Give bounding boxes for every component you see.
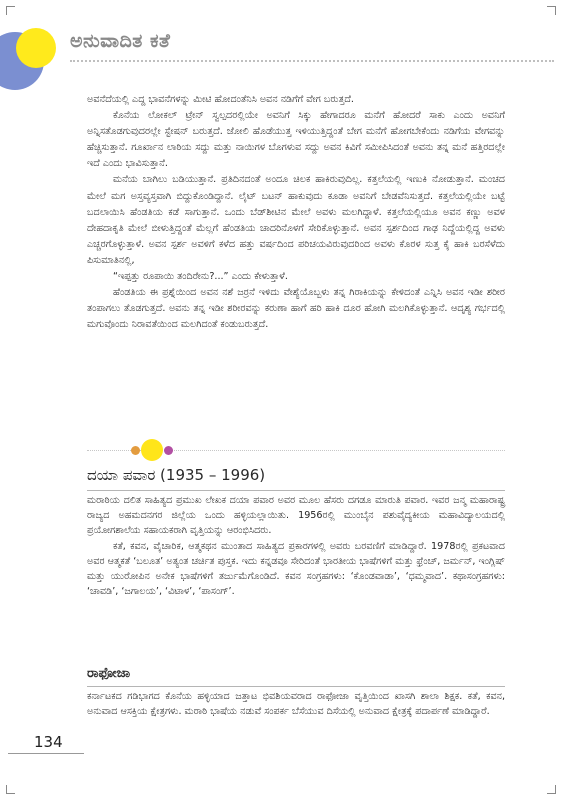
story-paragraph: ಕೊನೆಯ ಲೋಕಲ್ ಟ್ರೇನ್ ಸ್ವಲ್ಪದರಲ್ಲಿಯೇ ಅವನಿಗೆ ಸಿಕ್ಕು ಹೇಗಾದರೂ ಮನೆಗೆ ಹೋದರೆ ಸಾಕು ಎಂದು ಅವನಿಗೆ ಅನ್ನಿಸತೊಡಗುವುದರಲ್ಲೇ ಸ್ಟೇಷನ್ ಬರುತ್ತದೆ. ಜೋಲಿ ಹೊಡೆಯುತ್ತ ಇಳಿಯುತ್ತಿದ್ದಂತೆ ಬೇಗ ಮನೆಗೆ ಹೋಗಬೇಕೆಂದು ನಡಿಗೆಯ ವೇಗವನ್ನು ಹೆಚ್ಚಿಸುತ್ತಾನೆ. ಗೂರ್ಖಾನ ಲಾಠಿಯ ಸದ್ದು ಮತ್ತು ನಾಯಿಗಳ ಬೊಗಳುವ ಸದ್ದು ಅವನ ಕಿವಿಗೆ ಸಮೀಪಿಸಿದಂತೆ ಅವನು ತನ್ನ ಮನೆ ಹತ್ತಿರದಲ್ಲೇ ಇದೆ ಎಂದು ಭಾವಿಸುತ್ತಾನೆ. bbox=[87, 110, 505, 170]
story-body bbox=[87, 92, 505, 333]
header-dotted-rule bbox=[70, 60, 554, 62]
crop-mark-top-right bbox=[547, 6, 556, 15]
translator-heading-rule bbox=[87, 686, 505, 687]
page-number-rule bbox=[8, 753, 84, 754]
divider-orange-dot bbox=[131, 446, 140, 455]
decorative-yellow-circle bbox=[16, 28, 56, 68]
translator-bio bbox=[87, 689, 505, 719]
crop-mark-top-left bbox=[6, 6, 15, 15]
page-number: 134 bbox=[34, 733, 63, 751]
page-header-title: ಅನುವಾದಿತ ಕತೆ bbox=[70, 30, 171, 52]
translator-bio-paragraph: ಕರ್ನಾಟಕದ ಗಡಿಭಾಗದ ಕೊನೆಯ ಹಳ್ಳಿಯಾದ ಜತ್ತಾಟ ಭಿವಶಿಯವರಾದ ರಾಫೋಜಾ ವೃತ್ತಿಯಿಂದ ಖಾಸಗಿ ಶಾಲಾ ಶಿಕ್ಷಕ. ಕತೆ, ಕವನ, ಅನುವಾದ ಆಸಕ್ತಿಯ ಕ್ಷೇತ್ರಗಳು. ಮರಾಠಿ ಭಾಷೆಯ ನಡುವೆ ಸಂಪರ್ಕ ಬೆಸೆಯುವ ದಿಸೆಯಲ್ಲಿ ಅನುವಾದ ಕ್ಷೇತ್ರಕ್ಕೆ ಪದಾರ್ಪಣೆ ಮಾಡಿದ್ದಾರೆ. bbox=[87, 691, 505, 718]
story-paragraph: ಮನೆಯ ಬಾಗಿಲು ಬಡಿಯುತ್ತಾನೆ. ಪ್ರತಿದಿನದಂತೆ ಅಂದೂ ಚಿಲಕ ಹಾಕಿರುವುದಿಲ್ಲ. ಕತ್ತಲೆಯಲ್ಲಿ ಇಣುಕಿ ನೋಡುತ್ತಾನೆ. ಮಂಚದ ಮೇಲೆ ಮಗ ಅಸ್ತವ್ಯಸ್ತವಾಗಿ ಬಿದ್ದುಕೊಂಡಿದ್ದಾನೆ. ಲೈಟ್ ಬಟನ್ ಹಾಕುವುದು ಕೂಡಾ ಅವನಿಗೆ ಬೇಡವೆನಿಸುತ್ತದೆ. ಕತ್ತಲೆಯಲ್ಲಿಯೇ ಬಟ್ಟೆ ಬದಲಾಯಿಸಿ ಹೆಂಡತಿಯ ಕಡೆ ಸಾಗುತ್ತಾನೆ. ಒಂದು ಬೆಡ್‌ಶೀಟಿನ ಮೇಲೆ ಅವಳು ಮಲಗಿದ್ದಾಳೆ. ಕತ್ತಲೆಯಲ್ಲಿಯೂ ಅವನ ಕಣ್ಣು ಅವಳ ದೇಹದಾಕೃತಿ ಮೇಲೆ ಬೀಳುತ್ತಿದ್ದಂತೆ ಮೆಲ್ಲಗೆ ಹೆಂಡತಿಯ ಚಾದರಿನೊಳಗೆ ಸೇರಿಕೊಳ್ಳುತ್ತಾನೆ. ಅವನ ಸ್ಪರ್ಶದಿಂದ ಗಾಢ ನಿದ್ದೆಯಲ್ಲಿದ್ದ ಅವಳು ಎಚ್ಚರಗೊಳ್ಳುತ್ತಾಳೆ. ಅವನ ಸ್ಪರ್ಶ ಅವಳಿಗೆ ಕಳೆದ ಹತ್ತು ವರ್ಷದಿಂದ ಪರಿಚಯವಿರುವುದರಿಂದ ಅವಳು ಕೊರಳ ಸುತ್ತ ಕೈ ಹಾಕಿ ಬರಸೆಳೆದು ಪಿಸುಮಾತಿನಲ್ಲಿ, bbox=[87, 174, 505, 266]
author-bio bbox=[87, 493, 505, 599]
translator-heading: ರಾಫೋಜಾ bbox=[87, 666, 131, 681]
crop-mark-bottom-left bbox=[6, 785, 15, 794]
story-paragraph: “ಇಪ್ಪತ್ತು ರೂಪಾಯಿ ತಂದಿರೇನು?...” ಎಂದು ಕೇಳುತ್ತಾಳೆ. bbox=[113, 271, 288, 283]
author-heading: ದಯಾ ಪವಾರ (1935 – 1996) bbox=[87, 466, 266, 484]
story-paragraph: ಅವನೆದೆಯಲ್ಲಿ ಎದ್ದ ಭಾವನೆಗಳನ್ನು ಮೀಟಿ ಹೋದಂತೆನಿಸಿ ಅವನ ನಡಿಗೆಗೆ ವೇಗ ಬರುತ್ತದೆ. bbox=[87, 94, 354, 105]
author-heading-rule bbox=[87, 490, 505, 491]
divider-purple-dot bbox=[164, 446, 173, 455]
story-paragraph: ಹೆಂಡತಿಯ ಈ ಪ್ರಶ್ನೆಯಿಂದ ಅವನ ನಶೆ ಜರ್ರನೆ ಇಳಿದು ವೇಶ್ಯೆಯೊಬ್ಬಳು ತನ್ನ ಗಿರಾಕಿಯನ್ನು ಕೇಳಿದಂತೆ ಎನ್ನಿಸಿ ಅವನ ಇಡೀ ಶರೀರ ತಂಪಾಗಲು ತೊಡಗುತ್ತದೆ. ಅವನು ತನ್ನ ಇಡೀ ಶರೀರವನ್ನು ಕರುಣಾ ಹಾಗೆ ಹರಿ ಹಾಕಿ ದೂರ ಹೋಗಿ ಮಲಗಿಕೊಳ್ಳುತ್ತಾನೆ. ಆದೃಶ್ಯ ಗರ್ಭದಲ್ಲಿ ಮಗುವೊಂದು ನಿರಾವತೆಯಿಂದ ಮಲಗಿದಂತೆ ಕಂಡುಬರುತ್ತದೆ. bbox=[87, 287, 505, 331]
crop-mark-bottom-right bbox=[547, 785, 556, 794]
author-bio-paragraph: ಕತೆ, ಕವನ, ವೈಚಾರಿಕ, ಆತ್ಮಕಥನ ಮುಂತಾದ ಸಾಹಿತ್ಯದ ಪ್ರಕಾರಗಳಲ್ಲಿ ಅವರು ಬರವಣಿಗೆ ಮಾಡಿದ್ದಾರೆ. 1978ರಲ್ಲಿ ಪ್ರಕಟವಾದ ಅವರ ಆತ್ಮಕತೆ ‘ಬಲೂತ’ ಅತ್ಯಂತ ಚರ್ಚಿತ ಪುಸ್ತಕ. ಇದು ಕನ್ನಡವೂ ಸೇರಿದಂತೆ ಭಾರತೀಯ ಭಾಷೆಗಳಿಗೆ ಮತ್ತು ಫ್ರೆಂಚ್, ಜರ್ಮನ್, ಇಂಗ್ಲಿಷ್ ಮತ್ತು ಯುರೋಪಿನ ಅನೇಕ ಭಾಷೆಗಳಿಗೆ ತರ್ಜುಮೆಗೊಂಡಿದೆ. ಕವನ ಸಂಗ್ರಹಗಳು: ‘ಕೊಂಡವಾಡಾ’, ‘ಧಮ್ಮವಾದ’. ಕಥಾಸಂಗ್ರಹಗಳು: ‘ಚಾವಡಿ’, ‘ಜಗಾಲಯ’, ‘ವಿಟಾಳ’, ‘ಪಾಸಂಗ್’. bbox=[87, 540, 505, 598]
divider-yellow-dot bbox=[141, 439, 163, 461]
author-bio-paragraph: ಮರಾಠಿಯ ದಲಿತ ಸಾಹಿತ್ಯದ ಪ್ರಮುಖ ಲೇಖಕ ದಯಾ ಪವಾರ ಅವರ ಮೂಲ ಹೆಸರು ದಗಡೂ ಮಾರುತಿ ಪವಾರ. ಇವರ ಜನ್ಮ ಮಹಾರಾಷ್ಟ್ರ ರಾಜ್ಯದ ಅಹಮದನಗರ ಜಿಲ್ಲೆಯ ಒಂದು ಹಳ್ಳಿಯಲ್ಲಾಯಿತು. 1956ರಲ್ಲಿ ಮುಂಬೈನ ಪಶುವೈದ್ಯಕೀಯ ಮಹಾವಿದ್ಯಾಲಯದಲ್ಲಿ ಪ್ರಯೋಗಶಾಲೆಯ ಸಹಾಯಕರಾಗಿ ವೃತ್ತಿಯನ್ನು ಆರಂಭಿಸಿದರು. bbox=[87, 495, 505, 537]
